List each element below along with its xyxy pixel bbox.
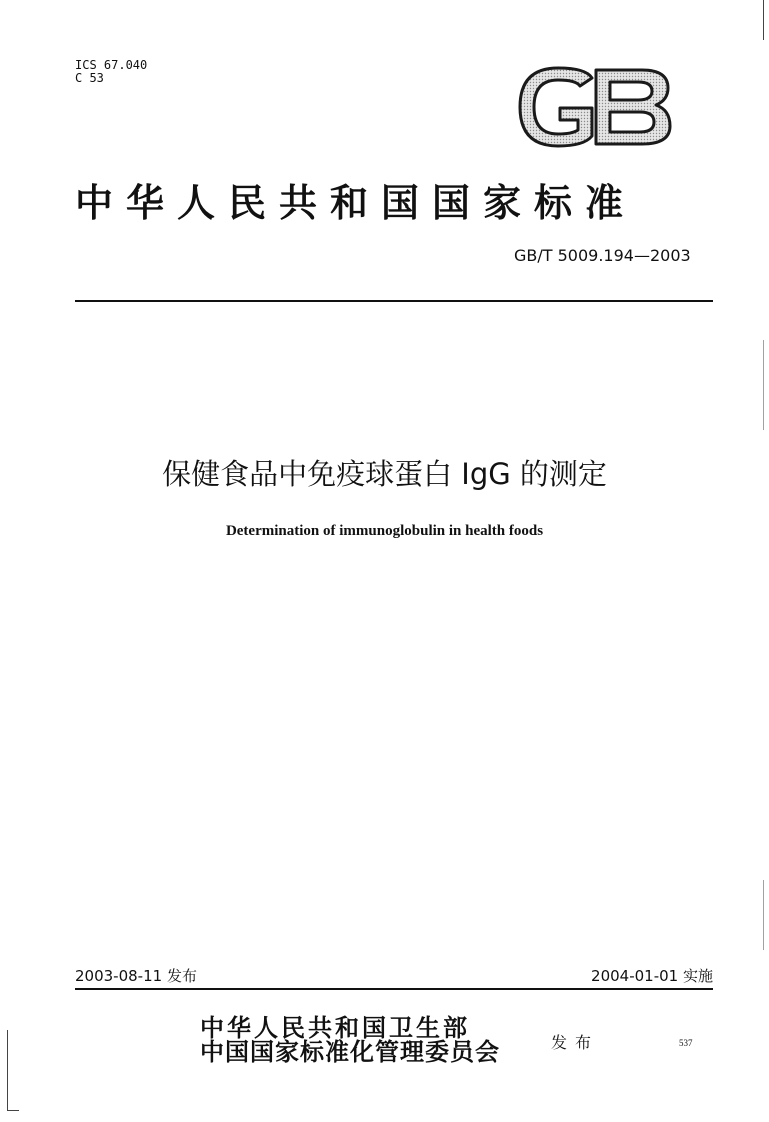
english-title: Determination of immunoglobulin in health foods xyxy=(225,523,544,539)
implementation-date: 2004-01-01 实施 xyxy=(591,967,713,985)
scan-corner-mark xyxy=(7,1110,19,1111)
issue-date: 2003-08-11 发布 xyxy=(75,967,197,985)
classification-block xyxy=(75,59,147,85)
gb-logo xyxy=(514,66,672,148)
standard-number: GB/T 5009.194—2003 xyxy=(514,246,691,265)
scan-edge-mark xyxy=(7,1030,8,1110)
ccs-code: C 53 xyxy=(75,71,104,85)
scan-edge-mark xyxy=(763,0,764,40)
page-number: 537 xyxy=(679,1038,693,1048)
footer-divider xyxy=(75,988,713,990)
standard-type-heading: 中华人民共和国国家标准 xyxy=(75,183,637,225)
chinese-title: 保健食品中免疫球蛋白 IgG 的测定 xyxy=(162,457,607,491)
ics-code: ICS 67.040 xyxy=(75,58,148,72)
issuer-ministry-of-health: 中华人民共和国卫生部 xyxy=(200,1016,470,1042)
scan-edge-mark xyxy=(763,340,764,430)
issuer-standardization-administration: 中国国家标准化管理委员会 xyxy=(200,1040,500,1066)
publish-label: 发布 xyxy=(551,1033,600,1052)
scan-edge-mark xyxy=(763,880,764,950)
header-divider xyxy=(75,300,713,302)
